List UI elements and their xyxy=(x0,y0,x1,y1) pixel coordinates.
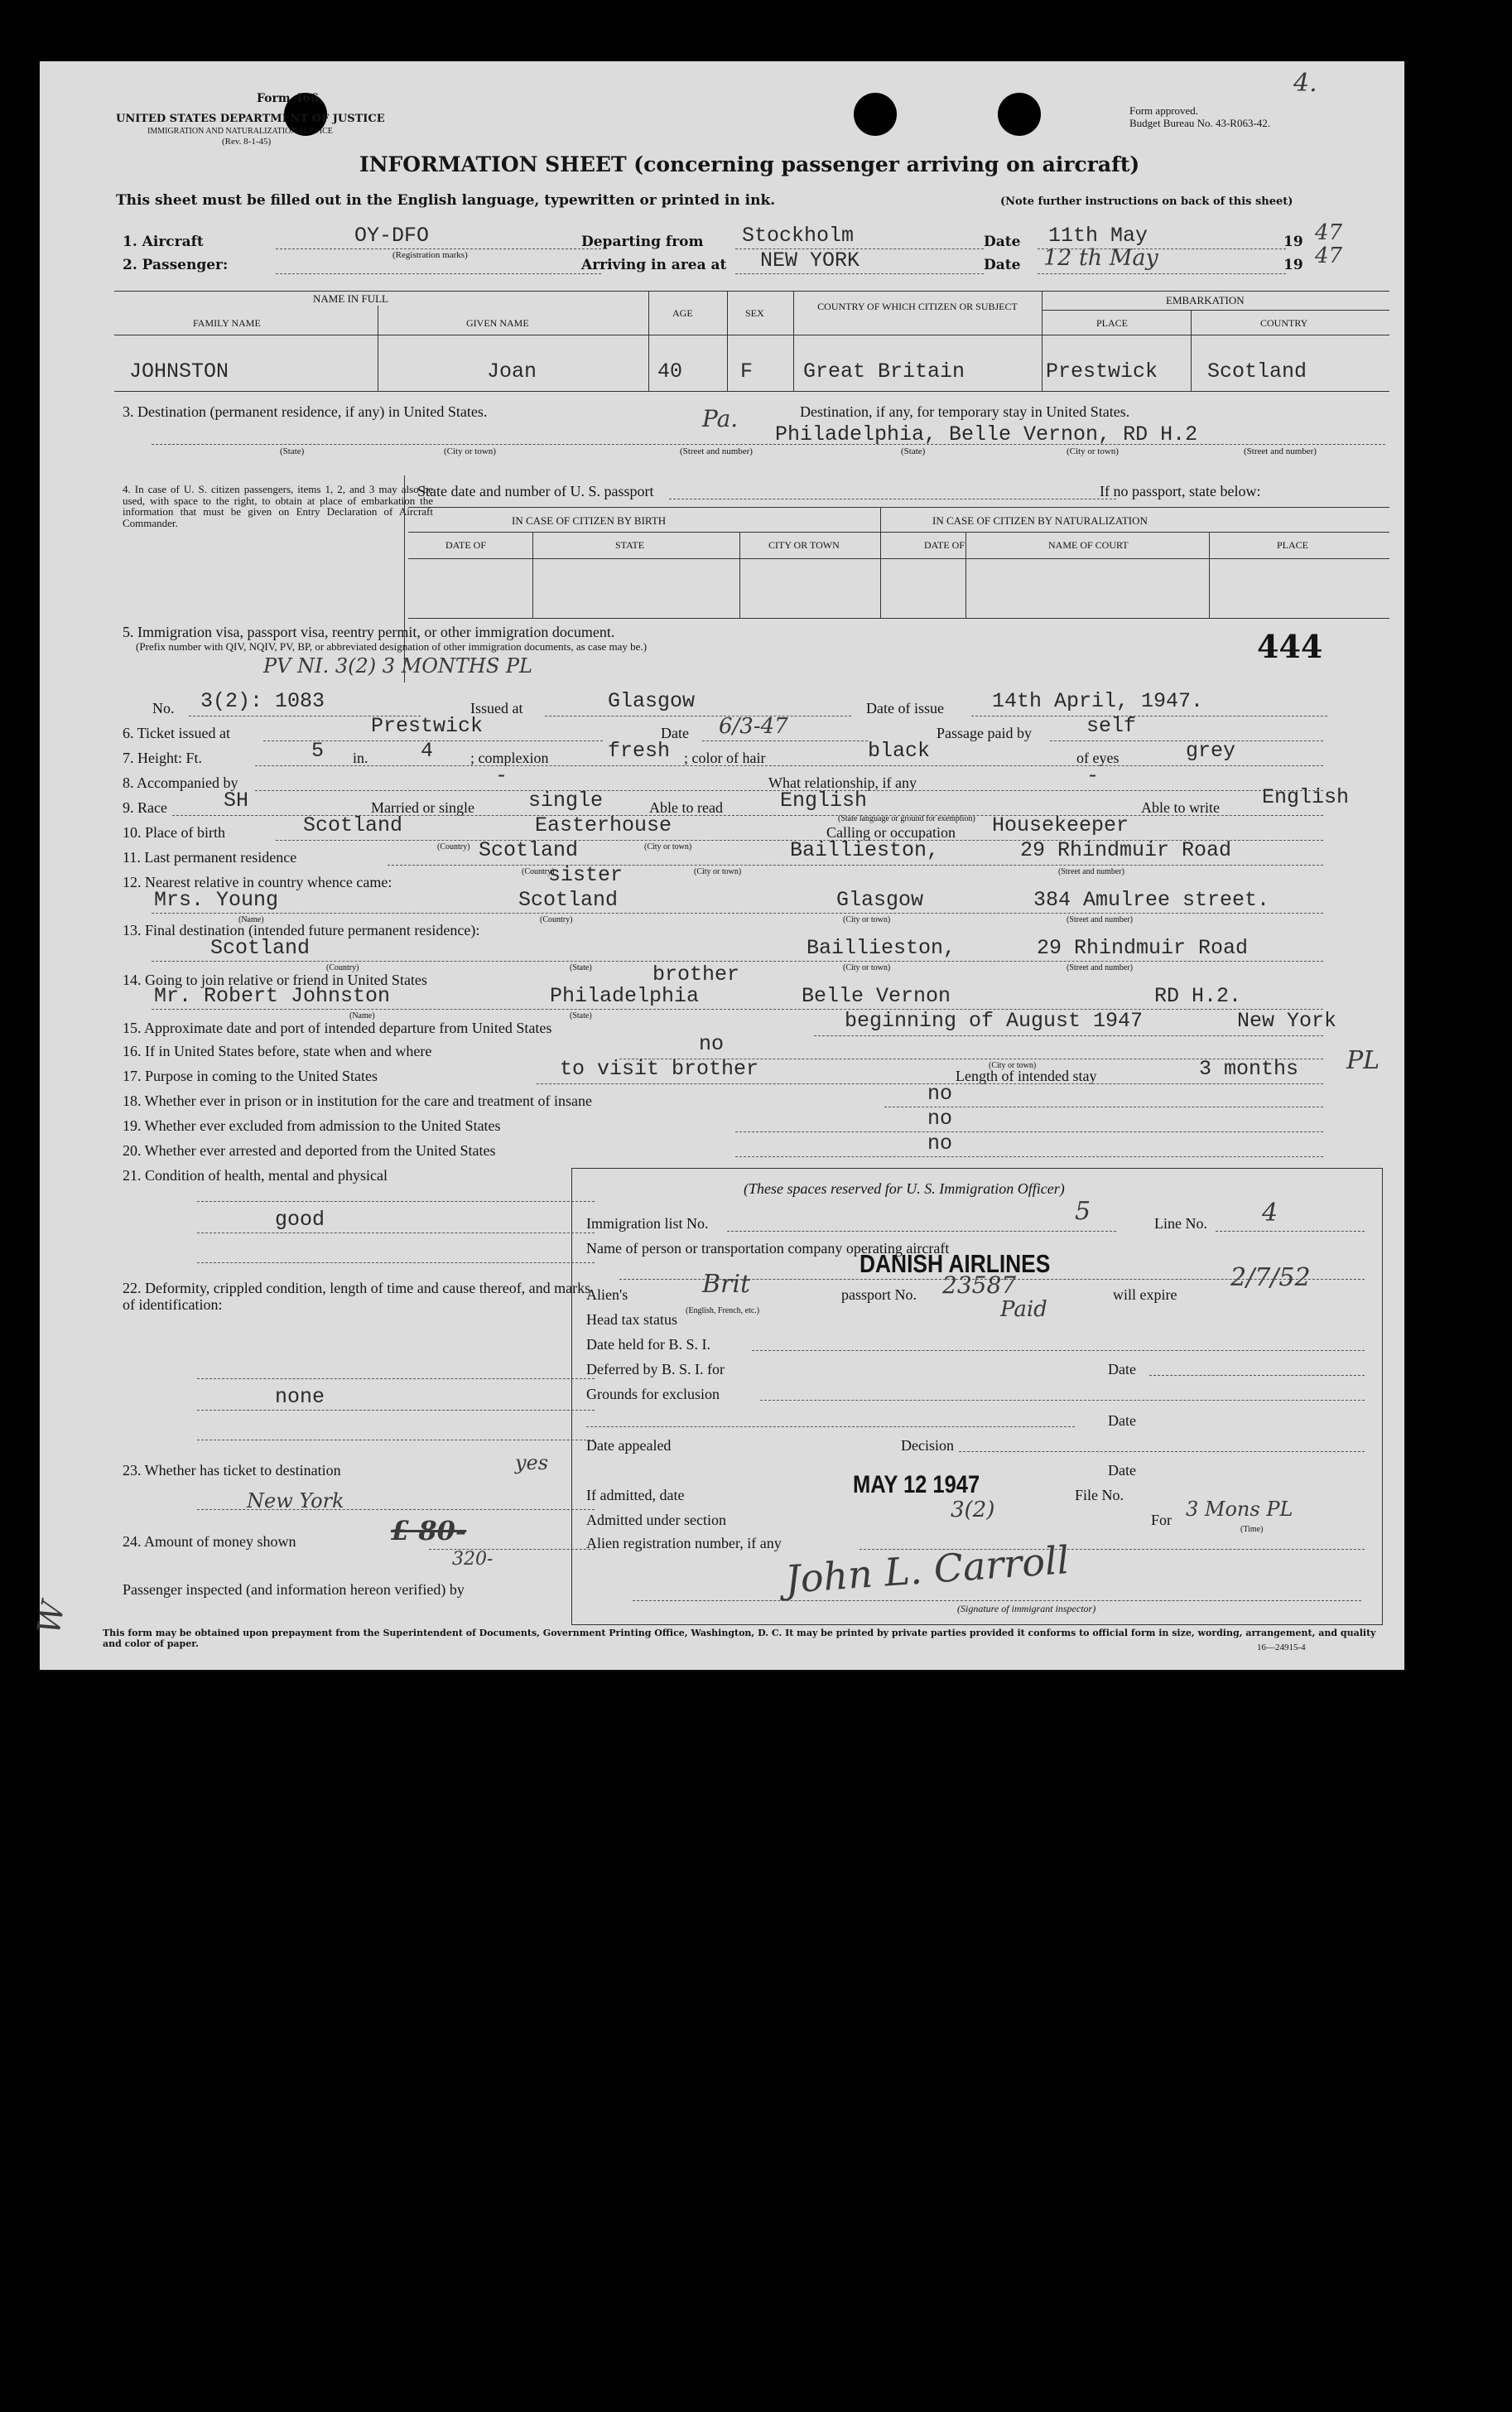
line-no-value: 4 xyxy=(1262,1199,1278,1228)
age-value: 40 xyxy=(657,359,683,384)
arrested-value: no xyxy=(927,1131,953,1155)
departure-label: 15. Approximate date and port of intended departure from United States xyxy=(123,1020,552,1036)
res-country-value: Scotland xyxy=(479,838,579,862)
departure-port-value: New York xyxy=(1237,1009,1337,1033)
prison-label: 18. Whether ever in prison or in institution for the care and treatment of insane xyxy=(123,1093,592,1109)
city-caption-3: (City or town) xyxy=(644,842,692,851)
margin-mark: W xyxy=(30,1598,72,1638)
relative-country-value: Scotland xyxy=(518,888,619,912)
complexion-value: fresh xyxy=(608,739,671,763)
alien-reg-label: Alien registration number, if any xyxy=(586,1535,782,1551)
year-dep-value: 47 xyxy=(1315,220,1343,245)
relative-city-value: Glasgow xyxy=(836,888,924,912)
lang-ground-caption: (State language or ground for exemption) xyxy=(838,814,975,823)
issue-date-label: Date of issue xyxy=(866,700,944,716)
street-caption-5: (Street and number) xyxy=(1067,963,1133,972)
age-heading: AGE xyxy=(672,307,693,319)
stay-value: 3 months xyxy=(1199,1057,1299,1081)
issued-at-label: Issued at xyxy=(470,700,523,716)
date-arr-value: 12 th May xyxy=(1043,245,1158,271)
relative-label: 12. Nearest relative in country whence came: xyxy=(123,874,392,890)
height-ft-value: 5 xyxy=(311,739,325,763)
footer-text: This form may be obtained upon prepayment from the Superintendent of Documents, Government Printing Office, Washington, D. C. It may be printed by private parties provided it conforms to official form in size, wording, arrangement, and quality and color of paper. xyxy=(103,1628,1376,1649)
country-caption-4: (Country) xyxy=(326,963,359,972)
inspected-label: Passenger inspected (and information hereon verified) by xyxy=(123,1581,465,1598)
transport-label: Name of person or transportation company operating aircraft xyxy=(586,1240,950,1257)
health-value: good xyxy=(275,1208,325,1232)
ticket-city-value: New York xyxy=(247,1489,344,1512)
write-value: English xyxy=(1262,785,1350,809)
name-caption-2: (Name) xyxy=(349,1011,375,1020)
information-sheet xyxy=(30,61,1404,1670)
join-street-value: RD H.2. xyxy=(1154,984,1242,1008)
purpose-value: to visit brother xyxy=(560,1057,759,1081)
city-caption-2: (City or town) xyxy=(1067,446,1119,456)
excluded-label: 19. Whether ever excluded from admission to the United States xyxy=(123,1117,501,1134)
eyes-value: grey xyxy=(1186,739,1236,763)
final-dest-label: 13. Final destination (intended future permanent residence): xyxy=(123,922,480,938)
arrested-label: 20. Whether ever arrested and deported from the United States xyxy=(123,1142,496,1159)
temp-destination-value: Philadelphia, Belle Vernon, RD H.2 xyxy=(775,422,1198,446)
instruction-right: (Note further instructions on back of this sheet) xyxy=(1000,195,1293,208)
deferred-date-label: Date xyxy=(1108,1361,1136,1377)
money-label: 24. Amount of money shown xyxy=(123,1533,296,1550)
before-value: no xyxy=(699,1032,725,1056)
citizen-nat-heading: IN CASE OF CITIZEN BY NATURALIZATION xyxy=(932,514,1148,527)
destination-mark: Pa. xyxy=(702,405,739,432)
no-passport-label: If no passport, state below: xyxy=(1100,483,1261,499)
aircraft-value: OY-DFO xyxy=(354,224,430,248)
excluded-value: no xyxy=(927,1107,953,1131)
embark-country-value: Scotland xyxy=(1207,359,1307,384)
purpose-label: 17. Purpose in coming to the United States xyxy=(123,1068,378,1084)
grounds-label: Grounds for exclusion xyxy=(586,1386,720,1402)
health-label: 21. Condition of health, mental and physical xyxy=(123,1167,388,1184)
country-citizen-heading: COUNTRY OF WHICH CITIZEN OR SUBJECT xyxy=(817,301,1018,312)
airline-stamp: DANISH AIRLINES xyxy=(860,1249,1051,1278)
revision: (Rev. 8-1-45) xyxy=(222,137,272,147)
form-approved: Form approved. xyxy=(1129,104,1199,117)
state-caption-4: (State) xyxy=(570,1011,592,1020)
punch-hole xyxy=(854,93,897,136)
state-caption-2: (State) xyxy=(901,446,926,456)
expire-value: 2/7/52 xyxy=(1230,1263,1311,1292)
relative-type-value: sister xyxy=(548,863,624,887)
married-label: Married or single xyxy=(371,799,474,816)
year-arr-label: 19 xyxy=(1283,257,1303,273)
birth-country-value: Scotland xyxy=(303,813,403,837)
passenger-label: 2. Passenger: xyxy=(123,257,229,273)
head-tax-value: Paid xyxy=(1000,1297,1047,1322)
in-label: in. xyxy=(353,750,368,766)
us-passport-label: State date and number of U. S. passport xyxy=(417,483,654,499)
given-name-heading: GIVEN NAME xyxy=(466,317,529,329)
read-value: English xyxy=(780,789,868,813)
relative-street-value: 384 Amulree street. xyxy=(1033,888,1270,912)
money-value: £ 80- xyxy=(391,1515,467,1546)
date-of-heading: DATE OF xyxy=(445,539,487,551)
state-heading: STATE xyxy=(615,539,645,551)
calling-label: Calling or occupation xyxy=(826,824,956,841)
item5-note: (Prefix number with QIV, NQIV, PV, BP, or abbreviated designation of other immigration documents, as case may be.) xyxy=(136,640,648,653)
ticket-dest-label: 23. Whether has ticket to destination xyxy=(123,1462,341,1479)
budget-bureau: Budget Bureau No. 43-R063-42. xyxy=(1129,117,1271,129)
country-caption-2: (Country) xyxy=(522,867,555,876)
agency-name: UNITED STATES DEPARTMENT OF JUSTICE xyxy=(116,113,385,125)
footer-code: 16—24915-4 xyxy=(1257,1643,1306,1652)
for-label: For xyxy=(1151,1512,1173,1528)
departure-date-value: beginning of August 1947 xyxy=(845,1009,1144,1033)
will-expire-label: will expire xyxy=(1113,1286,1177,1303)
stay-mark: PL xyxy=(1346,1046,1380,1075)
destination-label: 3. Destination (permanent residence, if any) in United States. xyxy=(123,403,488,420)
relationship-label: What relationship, if any xyxy=(768,774,917,791)
grounds-date-label: Date xyxy=(1108,1412,1136,1429)
read-label: Able to read xyxy=(649,799,723,816)
date-arr-label: Date xyxy=(984,257,1021,273)
section-value: 3(2) xyxy=(951,1498,995,1522)
appealed-label: Date appealed xyxy=(586,1437,672,1454)
city-caption-6: (City or town) xyxy=(843,963,891,972)
join-label: 14. Going to join relative or friend in United States xyxy=(123,972,427,988)
ticket-at-value: Prestwick xyxy=(371,714,484,738)
eyes-label: of eyes xyxy=(1076,750,1120,766)
visa-no-value: 3(2): 1083 xyxy=(200,689,325,713)
race-label: 9. Race xyxy=(123,799,167,816)
last-res-label: 11. Last permanent residence xyxy=(123,849,297,866)
registration-marks-caption: (Registration marks) xyxy=(392,250,468,260)
inspector-signature: John L. Carroll xyxy=(783,1537,1071,1602)
family-name-value: JOHNSTON xyxy=(129,359,229,384)
res-city-value: Baillieston, xyxy=(790,838,940,862)
date-held-label: Date held for B. S. I. xyxy=(586,1336,710,1353)
birth-city-value: Easterhouse xyxy=(535,813,672,837)
appealed-date-label: Date xyxy=(1108,1462,1136,1479)
place-heading: PLACE xyxy=(1096,317,1129,329)
item5-label: 5. Immigration visa, passport visa, reentry permit, or other immigration document. xyxy=(123,624,615,640)
join-name-value: Mr. Robert Johnston xyxy=(154,984,391,1008)
embark-place-value: Prestwick xyxy=(1046,359,1158,384)
height-in-value: 4 xyxy=(421,739,434,763)
punch-hole xyxy=(998,93,1041,136)
ticket-label: 6. Ticket issued at xyxy=(123,725,231,741)
deformity-value: none xyxy=(275,1385,325,1409)
final-city-value: Baillieston, xyxy=(807,936,956,960)
date-dep-value: 11th May xyxy=(1048,224,1148,248)
admitted-stamp: MAY 12 1947 xyxy=(853,1471,980,1498)
hair-value: black xyxy=(868,739,931,763)
ticket-date-value: 6/3-47 xyxy=(719,714,788,739)
name-in-full-heading: NAME IN FULL xyxy=(313,292,388,305)
length-label: Length of intended stay xyxy=(956,1068,1097,1084)
for-value: 3 Mons PL xyxy=(1186,1498,1293,1521)
instruction-left: This sheet must be filled out in the English language, typewritten or printed in ink. xyxy=(116,192,776,209)
city-caption-4: (City or town) xyxy=(694,867,742,876)
res-street-value: 29 Rhindmuir Road xyxy=(1020,838,1232,862)
list-no-number: 5 xyxy=(1075,1197,1091,1226)
name-caption: (Name) xyxy=(238,915,264,924)
list-no-label: Immigration list No. xyxy=(586,1215,709,1232)
admitted-date-label: If admitted, date xyxy=(586,1487,685,1503)
embarkation-heading: EMBARKATION xyxy=(1166,294,1245,306)
sex-heading: SEX xyxy=(745,307,764,319)
join-relation-value: brother xyxy=(652,962,740,987)
issued-at-value: Glasgow xyxy=(608,689,696,713)
form-title: INFORMATION SHEET (concerning passenger arriving on aircraft) xyxy=(359,152,1140,176)
city-caption: (City or town) xyxy=(444,446,496,456)
accompanied-value: - xyxy=(495,764,508,788)
item4-note: 4. In case of U. S. citizen passengers, items 1, 2, and 3 may also be used, with space to the right, to obtain at place of embarkation the information that must be given on Entry Declaration of Aircraft Commander. xyxy=(123,483,433,529)
given-name-value: Joan xyxy=(487,359,537,384)
final-street-value: 29 Rhindmuir Road xyxy=(1037,936,1249,960)
street-caption: (Street and number) xyxy=(680,446,753,456)
state-caption: (State) xyxy=(280,446,305,456)
ticket-date-label: Date xyxy=(661,725,689,741)
visa-no-label: No. xyxy=(152,700,175,716)
join-state-value: Philadelphia xyxy=(550,984,700,1008)
officer-heading: (These spaces reserved for U. S. Immigration Officer) xyxy=(744,1180,1065,1197)
year-arr-value: 47 xyxy=(1315,244,1343,268)
city-caption-5: (City or town) xyxy=(843,915,891,924)
family-name-heading: FAMILY NAME xyxy=(193,317,261,329)
race-value: SH xyxy=(224,789,249,813)
street-caption-4: (Street and number) xyxy=(1067,915,1133,924)
service-name: IMMIGRATION AND NATURALIZATION SERVICE xyxy=(147,127,333,136)
departing-value: Stockholm xyxy=(742,224,855,248)
aliens-label: Alien's xyxy=(586,1286,628,1303)
ticket-dest-value: yes xyxy=(515,1451,549,1474)
head-tax-label: Head tax status xyxy=(586,1311,677,1328)
country-caption-3: (Country) xyxy=(540,915,573,924)
citizenship-value: Great Britain xyxy=(803,359,965,384)
country-caption: (Country) xyxy=(437,842,470,851)
form-number: Form 466 xyxy=(257,92,319,105)
date-dep-label: Date xyxy=(984,234,1021,250)
hair-label: ; color of hair xyxy=(684,750,766,766)
year-dep-label: 19 xyxy=(1283,234,1303,250)
street-caption-2: (Street and number) xyxy=(1244,446,1317,456)
doc-count: 444 xyxy=(1257,628,1323,665)
court-heading: NAME OF COURT xyxy=(1048,539,1129,551)
page-mark: 4. xyxy=(1293,69,1317,98)
final-country-value: Scotland xyxy=(210,936,311,960)
street-caption-3: (Street and number) xyxy=(1058,867,1124,876)
alien-lang-value: Brit xyxy=(702,1270,751,1299)
departing-from-label: Departing from xyxy=(581,234,704,250)
paid-by-value: self xyxy=(1086,714,1137,738)
sex-value: F xyxy=(740,359,754,384)
passage-paid-label: Passage paid by xyxy=(937,725,1032,741)
signature-caption: (Signature of immigrant inspector) xyxy=(957,1603,1096,1614)
deformity-label: 22. Deformity, crippled condition, length of time and cause thereof, and marks of identification: xyxy=(123,1280,591,1313)
section-label: Admitted under section xyxy=(586,1512,726,1528)
destination-temp-label: Destination, if any, for temporary stay in United States. xyxy=(800,403,1130,420)
money-note: 320- xyxy=(452,1549,494,1570)
passport-no-value: 23587 xyxy=(942,1271,1017,1299)
state-caption-3: (State) xyxy=(570,963,592,972)
citizen-birth-heading: IN CASE OF CITIZEN BY BIRTH xyxy=(512,514,667,527)
place-col-heading: PLACE xyxy=(1277,539,1309,551)
decision-label: Decision xyxy=(901,1437,954,1454)
country-heading: COUNTRY xyxy=(1260,317,1308,329)
arriving-value: NEW YORK xyxy=(760,248,860,273)
accompanied-label: 8. Accompanied by xyxy=(123,774,238,791)
marital-value: single xyxy=(528,789,604,813)
height-label: 7. Height: Ft. xyxy=(123,750,203,766)
issue-date-value: 14th April, 1947. xyxy=(992,689,1204,713)
passport-no-label: passport No. xyxy=(841,1286,917,1303)
before-label: 16. If in United States before, state when and where xyxy=(123,1043,432,1059)
city-heading: CITY OR TOWN xyxy=(768,539,840,551)
city-caption-7: (City or town) xyxy=(989,1061,1037,1070)
visa-note: PV NI. 3(2) 3 MONTHS PL xyxy=(263,654,532,678)
complexion-label: ; complexion xyxy=(470,750,549,766)
aircraft-label: 1. Aircraft xyxy=(123,234,204,250)
join-city-value: Belle Vernon xyxy=(802,984,951,1008)
time-caption: (Time) xyxy=(1240,1525,1264,1534)
lang-caption: (English, French, etc.) xyxy=(686,1306,760,1315)
arriving-label: Arriving in area at xyxy=(581,257,727,273)
relationship-value: - xyxy=(1086,764,1100,788)
file-no-label: File No. xyxy=(1075,1487,1124,1503)
write-label: Able to write xyxy=(1141,799,1220,816)
occupation-value: Housekeeper xyxy=(992,813,1129,837)
deferred-label: Deferred by B. S. I. for xyxy=(586,1361,725,1377)
relative-name-value: Mrs. Young xyxy=(154,888,279,912)
line-no-label: Line No. xyxy=(1154,1215,1207,1232)
prison-value: no xyxy=(927,1082,953,1106)
date-of-heading-2: DATE OF xyxy=(924,539,965,551)
birth-label: 10. Place of birth xyxy=(123,824,225,841)
